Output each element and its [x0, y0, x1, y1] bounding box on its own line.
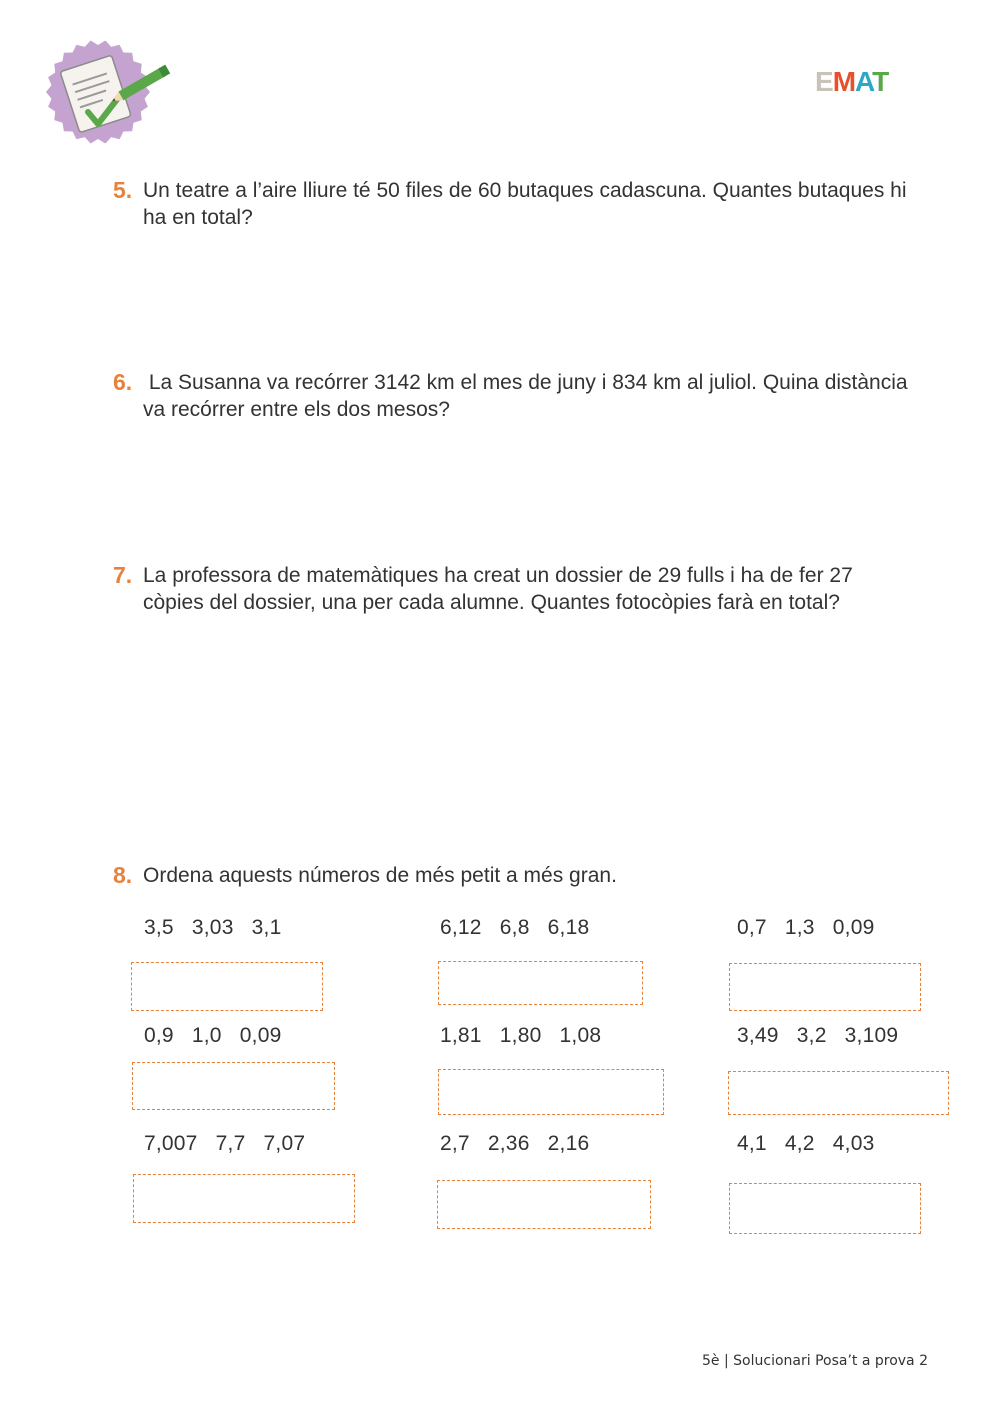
number-set: 6,12 6,8 6,18 — [440, 916, 590, 939]
number-set: 2,7 2,36 2,16 — [440, 1132, 590, 1155]
logo-letter: E — [815, 66, 833, 94]
question-text: Ordena aquests números de més petit a més gran. — [143, 864, 617, 887]
logo-letter: M — [832, 66, 856, 94]
number-set: 0,9 1,0 0,09 — [144, 1024, 282, 1047]
question-text: La Susanna va recórrer 3142 km el mes de juny i 834 km al juliol. Quina distància va recórrer entre els dos mesos? — [143, 371, 914, 421]
number-set: 7,007 7,7 7,07 — [144, 1132, 306, 1155]
number-set: 4,1 4,2 4,03 — [737, 1132, 875, 1155]
number-set: 1,81 1,80 1,08 — [440, 1024, 602, 1047]
answer-box[interactable] — [728, 1071, 949, 1115]
answer-box[interactable] — [729, 1183, 921, 1234]
logo-letter: A — [855, 66, 873, 94]
emat-logo — [815, 66, 915, 94]
answer-box[interactable] — [132, 1062, 335, 1110]
answer-box[interactable] — [133, 1174, 355, 1223]
question-text: Un teatre a l’aire lliure té 50 files de 60 butaques cadascuna. Quantes butaques hi ha en total? — [143, 179, 907, 229]
question-number: 7. — [113, 562, 133, 588]
question-7 — [113, 562, 913, 616]
question-8 — [113, 862, 913, 889]
answer-box[interactable] — [729, 963, 921, 1011]
question-number: 8. — [113, 862, 133, 888]
exam-badge-icon — [40, 40, 180, 150]
svg-text:EMAT — [815, 66, 889, 94]
answer-box[interactable] — [437, 1180, 651, 1229]
question-6 — [113, 369, 913, 423]
question-number: 6. — [113, 369, 133, 395]
question-text: La professora de matemàtiques ha creat un dossier de 29 fulls i ha de fer 27 còpies del dossier, una per cada alumne. Quantes fotocòpies farà en total? — [143, 564, 853, 614]
answer-box[interactable] — [131, 962, 323, 1011]
logo-letter: T — [872, 66, 889, 94]
answer-box[interactable] — [438, 961, 643, 1005]
number-set: 0,7 1,3 0,09 — [737, 916, 875, 939]
page-footer: 5è | Solucionari Posa’t a prova 2 — [702, 1353, 928, 1369]
number-set: 3,49 3,2 3,109 — [737, 1024, 899, 1047]
answer-box[interactable] — [438, 1069, 664, 1115]
number-set: 3,5 3,03 3,1 — [144, 916, 282, 939]
question-5 — [113, 177, 913, 231]
question-number: 5. — [113, 177, 133, 203]
